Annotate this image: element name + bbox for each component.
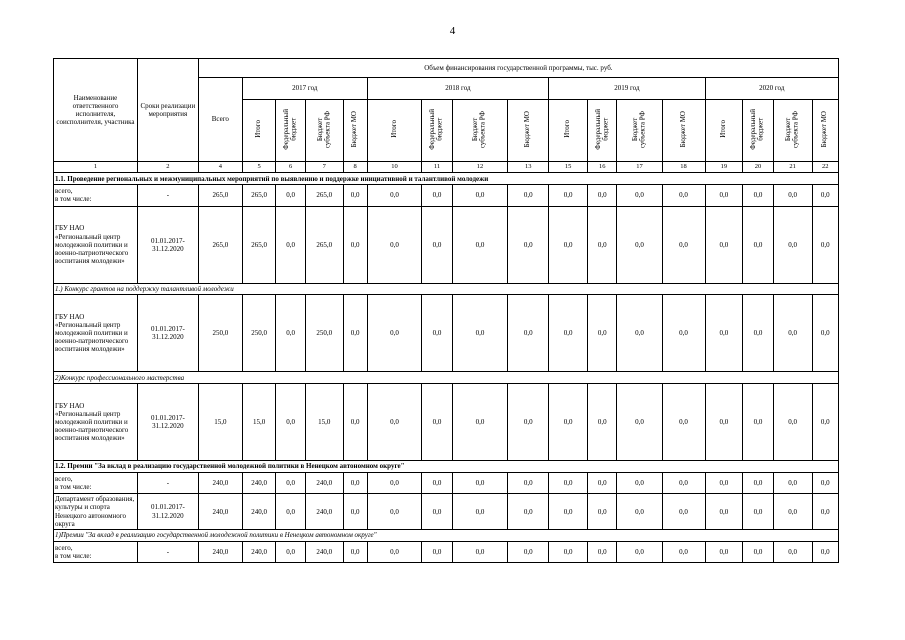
header-subj-2017	[305, 99, 343, 161]
header-fed-2017	[276, 99, 305, 161]
value-cell: 240,0	[242, 472, 276, 493]
row-dates: -	[137, 185, 198, 206]
value-cell: 0,0	[617, 384, 662, 461]
subsection-row	[54, 529, 839, 541]
column-number: 2	[137, 161, 198, 173]
header-vertical-label: Бюджет субъекта РФ	[783, 110, 800, 148]
value-cell: 0,0	[549, 295, 588, 372]
value-cell: 0,0	[812, 541, 838, 562]
table-row	[54, 472, 839, 493]
value-cell: 0,0	[367, 206, 422, 283]
header-vertical-label: Бюджет МО	[350, 110, 359, 148]
row-dates: -	[137, 541, 198, 562]
value-cell: 240,0	[305, 541, 343, 562]
value-cell: 0,0	[508, 295, 549, 372]
value-cell: 250,0	[305, 295, 343, 372]
header-vertical-label: Бюджет субъекта РФ	[315, 110, 332, 148]
value-cell: 240,0	[198, 494, 242, 529]
column-number: 22	[812, 161, 838, 173]
value-cell: 0,0	[452, 206, 508, 283]
header-total: Всего	[198, 78, 242, 161]
value-cell: 15,0	[242, 384, 276, 461]
value-cell: 0,0	[617, 472, 662, 493]
header-subj-2018	[452, 99, 508, 161]
table-row	[54, 384, 839, 461]
value-cell: 0,0	[773, 541, 812, 562]
value-cell: 0,0	[743, 541, 773, 562]
value-cell: 0,0	[773, 472, 812, 493]
value-cell: 0,0	[367, 384, 422, 461]
value-cell: 0,0	[343, 295, 367, 372]
value-cell: 240,0	[242, 494, 276, 529]
value-cell: 0,0	[617, 185, 662, 206]
value-cell: 15,0	[198, 384, 242, 461]
value-cell: 0,0	[508, 541, 549, 562]
value-cell: 0,0	[588, 494, 617, 529]
value-cell: 0,0	[276, 541, 305, 562]
value-cell: 0,0	[367, 494, 422, 529]
value-cell: 0,0	[422, 541, 452, 562]
column-number: 10	[367, 161, 422, 173]
column-number: 18	[662, 161, 705, 173]
value-cell: 0,0	[743, 185, 773, 206]
value-cell: 0,0	[276, 384, 305, 461]
value-cell: 0,0	[452, 384, 508, 461]
value-cell: 0,0	[549, 185, 588, 206]
header-vertical-label: Федеральный бюджет	[749, 108, 765, 150]
value-cell: 0,0	[743, 295, 773, 372]
value-cell: 0,0	[276, 206, 305, 283]
value-cell: 0,0	[773, 185, 812, 206]
row-name: всего, в том числе:	[54, 185, 138, 206]
page-number: 4	[449, 25, 456, 37]
value-cell: 265,0	[242, 206, 276, 283]
value-cell: 0,0	[662, 472, 705, 493]
value-cell: 0,0	[662, 494, 705, 529]
subsection-title: 1.) Конкурс грантов на поддержку талантливой молодежи	[54, 283, 839, 295]
value-cell: 265,0	[198, 185, 242, 206]
table-row	[54, 295, 839, 372]
header-itogo-2020	[705, 99, 743, 161]
value-cell: 265,0	[198, 206, 242, 283]
value-cell: 0,0	[812, 384, 838, 461]
column-number: 5	[242, 161, 276, 173]
value-cell: 0,0	[549, 472, 588, 493]
value-cell: 250,0	[242, 295, 276, 372]
value-cell: 0,0	[422, 206, 452, 283]
column-number: 7	[305, 161, 343, 173]
value-cell: 240,0	[242, 541, 276, 562]
column-number: 13	[508, 161, 549, 173]
header-vertical-label: Федеральный бюджет	[593, 108, 610, 150]
row-dates: 01.01.2017- 31.12.2020	[137, 295, 198, 372]
value-cell: 0,0	[617, 206, 662, 283]
header-mo-2020	[812, 99, 838, 161]
header-vertical-label: Бюджет субъекта РФ	[630, 110, 647, 148]
value-cell: 265,0	[242, 185, 276, 206]
row-name: Департамент образования, культуры и спорта Ненецкого автономного округа	[54, 494, 138, 529]
header-dates: Сроки реализации мероприятия	[137, 59, 198, 162]
value-cell: 265,0	[305, 206, 343, 283]
value-cell: 0,0	[452, 494, 508, 529]
value-cell: 0,0	[588, 384, 617, 461]
header-vertical-label: Итого	[719, 120, 728, 138]
value-cell: 0,0	[549, 494, 588, 529]
header-itogo-2018	[367, 99, 422, 161]
row-dates: -	[137, 472, 198, 493]
header-vertical-label: Бюджет МО	[523, 110, 532, 148]
subsection-row	[54, 283, 839, 295]
value-cell: 0,0	[812, 472, 838, 493]
header-year-2020: 2020 год	[705, 78, 838, 99]
value-cell: 0,0	[588, 185, 617, 206]
column-number: 16	[588, 161, 617, 173]
column-number: 8	[343, 161, 367, 173]
column-number: 6	[276, 161, 305, 173]
value-cell: 0,0	[662, 295, 705, 372]
value-cell: 240,0	[198, 541, 242, 562]
section-title: 1.1. Проведение региональных и межмуниципальных мероприятий по выявлению и поддержке инициативной и талантливой молодежи	[54, 173, 839, 185]
value-cell: 0,0	[705, 494, 743, 529]
value-cell: 250,0	[198, 295, 242, 372]
value-cell: 240,0	[305, 472, 343, 493]
column-number: 1	[54, 161, 138, 173]
value-cell: 0,0	[743, 206, 773, 283]
column-number: 15	[549, 161, 588, 173]
value-cell: 0,0	[588, 541, 617, 562]
value-cell: 0,0	[812, 494, 838, 529]
value-cell: 0,0	[422, 494, 452, 529]
value-cell: 0,0	[588, 472, 617, 493]
value-cell: 0,0	[812, 185, 838, 206]
header-year-2018: 2018 год	[367, 78, 549, 99]
header-fed-2019	[588, 99, 617, 161]
value-cell: 0,0	[367, 541, 422, 562]
value-cell: 0,0	[743, 494, 773, 529]
header-itogo-2017	[242, 99, 276, 161]
row-dates: 01.01.2017- 31.12.2020	[137, 206, 198, 283]
value-cell: 0,0	[452, 185, 508, 206]
value-cell: 265,0	[305, 185, 343, 206]
value-cell: 0,0	[588, 295, 617, 372]
value-cell: 0,0	[549, 384, 588, 461]
header-mo-2017	[343, 99, 367, 161]
header-subj-2019	[617, 99, 662, 161]
header-vertical-label: Итого	[254, 120, 263, 138]
header-year-2019: 2019 год	[549, 78, 705, 99]
header-vertical-label: Итого	[563, 120, 572, 138]
column-number: 20	[743, 161, 773, 173]
value-cell: 0,0	[367, 295, 422, 372]
value-cell: 0,0	[343, 384, 367, 461]
header-year-2017: 2017 год	[242, 78, 367, 99]
row-dates: 01.01.2017- 31.12.2020	[137, 384, 198, 461]
value-cell: 0,0	[343, 185, 367, 206]
value-cell: 0,0	[773, 494, 812, 529]
value-cell: 0,0	[367, 185, 422, 206]
row-name: всего, в том числе:	[54, 472, 138, 493]
value-cell: 0,0	[508, 494, 549, 529]
value-cell: 0,0	[452, 472, 508, 493]
header-vertical-label: Федеральный бюджет	[428, 108, 444, 150]
value-cell: 0,0	[549, 206, 588, 283]
value-cell: 0,0	[276, 185, 305, 206]
value-cell: 0,0	[588, 206, 617, 283]
value-cell: 0,0	[743, 384, 773, 461]
value-cell: 0,0	[705, 295, 743, 372]
header-mo-2019	[662, 99, 705, 161]
value-cell: 0,0	[662, 384, 705, 461]
value-cell: 0,0	[773, 206, 812, 283]
header-vertical-label: Бюджет МО	[678, 110, 687, 148]
value-cell: 0,0	[705, 472, 743, 493]
header-vertical-label: Итого	[389, 120, 398, 138]
table-row	[54, 541, 839, 562]
header-mo-2018	[508, 99, 549, 161]
value-cell: 0,0	[508, 185, 549, 206]
header-vertical-label: Бюджет субъекта РФ	[471, 110, 487, 148]
column-number: 17	[617, 161, 662, 173]
section-title: 1.2. Премии "За вклад в реализацию государственной молодежной политики в Ненецком автономном округе"	[54, 461, 839, 473]
value-cell: 0,0	[549, 541, 588, 562]
value-cell: 0,0	[705, 185, 743, 206]
subsection-title: 2)Конкурс профессионального мастерства	[54, 372, 839, 384]
value-cell: 0,0	[343, 206, 367, 283]
value-cell: 0,0	[422, 185, 452, 206]
table-row	[54, 494, 839, 529]
header-fed-2018	[422, 99, 452, 161]
table-row	[54, 206, 839, 283]
value-cell: 0,0	[452, 295, 508, 372]
value-cell: 0,0	[617, 494, 662, 529]
financing-table	[53, 58, 839, 563]
value-cell: 0,0	[276, 494, 305, 529]
column-number: 11	[422, 161, 452, 173]
value-cell: 0,0	[276, 472, 305, 493]
table-row	[54, 185, 839, 206]
row-name: ГБУ НАО «Региональный центр молодежной политики и военно-патриотического воспитания молодежи»	[54, 206, 138, 283]
value-cell: 0,0	[812, 206, 838, 283]
value-cell: 0,0	[773, 384, 812, 461]
value-cell: 0,0	[662, 206, 705, 283]
section-row	[54, 461, 839, 473]
value-cell: 0,0	[773, 295, 812, 372]
header-financing-title: Объем финансирования государственной программы, тыс. руб.	[198, 59, 838, 78]
value-cell: 0,0	[662, 541, 705, 562]
value-cell: 0,0	[276, 295, 305, 372]
row-name: всего, в том числе:	[54, 541, 138, 562]
value-cell: 0,0	[705, 206, 743, 283]
header-fed-2020	[743, 99, 773, 161]
value-cell: 0,0	[705, 384, 743, 461]
value-cell: 0,0	[508, 384, 549, 461]
column-number: 12	[452, 161, 508, 173]
value-cell: 15,0	[305, 384, 343, 461]
value-cell: 0,0	[812, 295, 838, 372]
subsection-row	[54, 372, 839, 384]
value-cell: 0,0	[367, 472, 422, 493]
column-number: 19	[705, 161, 743, 173]
value-cell: 0,0	[422, 472, 452, 493]
value-cell: 0,0	[508, 206, 549, 283]
value-cell: 240,0	[305, 494, 343, 529]
row-name: ГБУ НАО «Региональный центр молодежной политики и военно-патриотического воспитания молодежи»	[54, 295, 138, 372]
subsection-title: 1)Премии "За вклад в реализацию государственной молодежной политики в Ненецком автономном округе"	[54, 529, 839, 541]
value-cell: 0,0	[743, 472, 773, 493]
value-cell: 0,0	[343, 541, 367, 562]
value-cell: 0,0	[343, 494, 367, 529]
value-cell: 0,0	[617, 295, 662, 372]
header-vertical-label: Федеральный бюджет	[281, 108, 298, 150]
header-vertical-label: Бюджет МО	[820, 110, 829, 148]
value-cell: 0,0	[422, 295, 452, 372]
value-cell: 0,0	[508, 472, 549, 493]
column-number: 21	[773, 161, 812, 173]
row-dates: 01.01.2017- 31.12.2020	[137, 494, 198, 529]
header-itogo-2019	[549, 99, 588, 161]
value-cell: 0,0	[343, 472, 367, 493]
value-cell: 0,0	[452, 541, 508, 562]
column-number: 4	[198, 161, 242, 173]
value-cell: 0,0	[705, 541, 743, 562]
value-cell: 0,0	[422, 384, 452, 461]
header-name: Наименование ответственного исполнителя, соисполнителя, участника	[54, 59, 138, 162]
row-name: ГБУ НАО «Региональный центр молодежной политики и военно-патриотического воспитания молодежи»	[54, 384, 138, 461]
value-cell: 0,0	[617, 541, 662, 562]
value-cell: 240,0	[198, 472, 242, 493]
section-row	[54, 173, 839, 185]
value-cell: 0,0	[662, 185, 705, 206]
header-subj-2020	[773, 99, 812, 161]
